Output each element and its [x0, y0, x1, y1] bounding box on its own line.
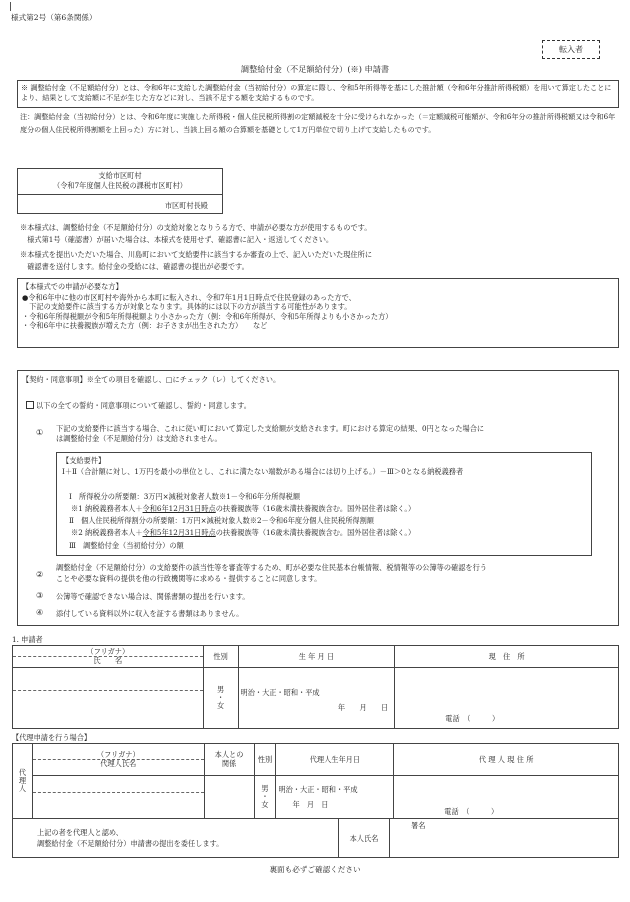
consent-checkbox[interactable]: [26, 401, 34, 409]
proxy-sex-options[interactable]: 男 ・ 女: [254, 776, 276, 819]
applicant-tel: 電話 （ ）: [445, 713, 500, 723]
applicant-birth-ymd: 年 月 日: [337, 703, 389, 712]
req-ii-note: [71, 528, 415, 538]
addressee-top: [18, 169, 222, 195]
item2-line-2: ことや必要な資料の提供を他の行政機関等に求める・提供することに同意します。: [56, 574, 322, 583]
addressee-mayor: 市区町村長殿: [164, 201, 208, 210]
applicant-sex-header: 性別: [203, 646, 238, 668]
req-iii-line: Ⅲ 調整給付金（当初給付分）の額: [69, 541, 184, 550]
notice-note: 注：調整給付金（当初給付分）とは、令和6年度に実施した所得税・個人住民税所得割の定額減税を十分に受けられなかった（＝定額減税可能額が、令和6年分の推計所得税額又は令和6年度分の個人住民税所得割額を上回った）方に対し、当該上回る額の合算額を基礎として1万円単位で切り上げて支給したものです。: [20, 112, 616, 134]
consent-agree-row: [26, 401, 251, 411]
req-i-note-pre: ※1 納税義務者本人＋: [71, 504, 143, 513]
instruction-2: 様式第1号（確認書）が届いた場合は、本様式を使用せず、確認書に記入・返送してください。: [20, 235, 334, 244]
applicant-sex-options[interactable]: 男 ・ 女: [203, 668, 238, 729]
req-i-note-post: の扶養親族等（16歳未満扶養親族含む。国外居住者は除く。）: [215, 504, 416, 513]
proxy-furigana-label: （フリガナ）: [33, 751, 204, 760]
principal-label-cell: [338, 818, 390, 857]
req-formula: Ⅰ＋Ⅱ（合計額に対し、1万円を最小の単位とし、これに満たない端数がある場合には切り上げる。）－Ⅲ＞0となる納税義務者: [62, 467, 464, 476]
corner-mark: [10, 2, 11, 11]
transferee-badge-label: 転入者: [559, 45, 583, 54]
signature-label: 署名: [411, 821, 426, 830]
principal-signature-field[interactable]: [389, 818, 619, 857]
applicant-era-options: 明治・大正・昭和・平成: [240, 687, 320, 697]
proxy-name-cell[interactable]: [32, 776, 204, 819]
proxy-sex-header: 性別: [254, 744, 276, 776]
proxy-furigana-line: [33, 780, 204, 793]
notice-box: [17, 80, 619, 108]
proxy-address-cell[interactable]: [394, 776, 619, 819]
page-title: 調整給付金（不足額給付分）(※) 申請書: [240, 64, 390, 74]
applicant-name-cell[interactable]: [13, 668, 204, 729]
instruction-1: ※本様式は、調整給付金（不足額給付分）の支給対象となりうる方で、申請が必要な方が使用するものです。: [20, 223, 372, 232]
req-i-line: Ⅰ 所得税分の所要額：3万円×減税対象者人数※1－令和6年分所得税額: [69, 492, 301, 501]
proxy-relation-header: 本人との 関係: [204, 744, 254, 776]
item1-line-1: 下記の支給要件に該当する場合、これに従い町において算定した支給額が支給されます。町における算定の結果、0円となった場合に: [56, 424, 485, 433]
req-i-note-date: 令和6年12月31日時点: [142, 504, 216, 513]
proxy-relation-cell[interactable]: [204, 776, 254, 819]
proxy-side-label: 代 理 人: [13, 744, 33, 819]
addressee-line1: 支給市区町村: [98, 171, 142, 180]
req-i-note: [71, 504, 415, 514]
proxy-birth-ymd: 年 月 日: [292, 800, 329, 809]
req-ii-note-pre: ※2 納税義務者本人＋: [71, 528, 143, 537]
item1-line-2: は調整給付金（不足額給付分）は支給されません。: [56, 434, 222, 443]
needed-box: [17, 278, 619, 348]
consent-heading: 【契約・同意事項】※全ての項目を確認し、□にチェック（レ）してください。: [22, 375, 281, 384]
consent-checkbox-label: 以下の全ての誓約・同意事項について確認し、誓約・同意します。: [36, 401, 251, 410]
needed-line-3: ・令和6年所得税額が令和5年所得税額より小さかった方（例：令和6年所得が、令和5年所得よりも小さかった方）: [22, 311, 393, 321]
addressee-box: [17, 168, 223, 214]
delegation-box: [12, 818, 619, 858]
needed-line-2: 下記の支給要件に該当する方が対象となります。具体的には以下の方が該当する可能性があります。: [22, 302, 352, 311]
applicant-birth-cell[interactable]: [238, 668, 395, 729]
applicant-furigana-label: （フリガナ）: [13, 648, 203, 657]
proxy-table: [12, 743, 619, 819]
applicant-section-label: 1. 申請者: [12, 635, 43, 644]
principal-name-label: 本人氏名: [349, 834, 379, 843]
needed-heading: 【本様式での申請が必要な方】: [22, 282, 123, 291]
applicant-table: [12, 645, 619, 729]
delegation-line-2: 調整給付金（不足額給付分）申請書の提出を委任します。: [37, 839, 224, 848]
item4-text: 添付している資料以外に収入を証する書類はありません。: [56, 609, 244, 618]
item4-number: ④: [36, 608, 44, 617]
footer-note: 裏面も必ずご確認ください: [269, 865, 361, 874]
applicant-name-header: [13, 646, 204, 668]
req-ii-note-post: の扶養親族等（16歳未満扶養親族含む。国外居住者は除く。）: [215, 528, 416, 537]
proxy-section-label: 【代理申請を行う場合】: [12, 733, 92, 742]
needed-line-4: ・令和6年中に扶養親族が増えた方（例：お子さまが出生された方） など: [22, 321, 268, 330]
notice-main: ※ 調整給付金（不足額給付分）とは、令和6年に支給した調整給付金（当初給付分）の算定に際し、令和5年所得等を基にした推計額（令和6年分推計所得税額）を用いて算定したことにより、結果として支給額に不足が生じた方などに対し、当該不足する額を支給するものです。: [21, 83, 612, 102]
req-ii-line: Ⅱ 個人住民税所得割分の所要額：1万円×減税対象人数※2－令和6年度分個人住民税所得割額: [69, 516, 374, 525]
form-number: 様式第2号（第6条関係）: [11, 13, 97, 22]
item1-number: ①: [36, 428, 44, 437]
req-heading: 【支給要件】: [62, 456, 106, 465]
needed-line-1: ●令和6年中に他の市区町村や海外から本町に転入され、令和7年1月1日時点で住民登録のあった方で、: [22, 292, 356, 302]
proxy-name-header: [32, 744, 204, 776]
applicant-birth-header: 生 年 月 日: [238, 646, 395, 668]
req-ii-note-date: 令和5年12月31日時点: [142, 528, 216, 537]
item3-number: ③: [36, 591, 44, 600]
applicant-furigana-line: [13, 674, 203, 691]
instruction-4: 確認書を送付します。給付金の受給には、確認書の提出が必要です。: [20, 262, 249, 271]
proxy-address-header: 代 理 人 現 住 所: [394, 744, 619, 776]
instruction-3: ※本様式を提出いただいた場合、川島町において支給要件に該当するか審査の上で、記入いただいた現住所に: [20, 250, 373, 259]
proxy-name-label: 代理人氏名: [100, 759, 137, 768]
transferee-badge: [542, 40, 600, 59]
addressee-line2: （令和7年度個人住民税の課税市区町村）: [53, 180, 187, 190]
proxy-birth-cell[interactable]: [276, 776, 394, 819]
item2-number: ②: [36, 570, 44, 579]
item2-line-1: 調整給付金（不足額給付分）の支給要件の該当性等を審査等するため、町が必要な住民基本台帳情報、税情報等の公簿等の確認を行う: [56, 563, 487, 572]
applicant-name-label: 氏 名: [93, 656, 123, 665]
item3-text: 公簿等で確認できない場合は、関係書類の提出を行います。: [56, 592, 250, 601]
proxy-birth-header: 代理人生年月日: [276, 744, 394, 776]
applicant-address-cell[interactable]: [395, 668, 619, 729]
proxy-tel: 電話 （ ）: [444, 806, 499, 816]
delegation-line-1: 上記の者を代理人と認め、: [37, 828, 123, 837]
requirements-box: [56, 452, 592, 556]
applicant-address-header: 現 住 所: [395, 646, 619, 668]
proxy-era-options: 明治・大正・昭和・平成: [278, 784, 358, 794]
